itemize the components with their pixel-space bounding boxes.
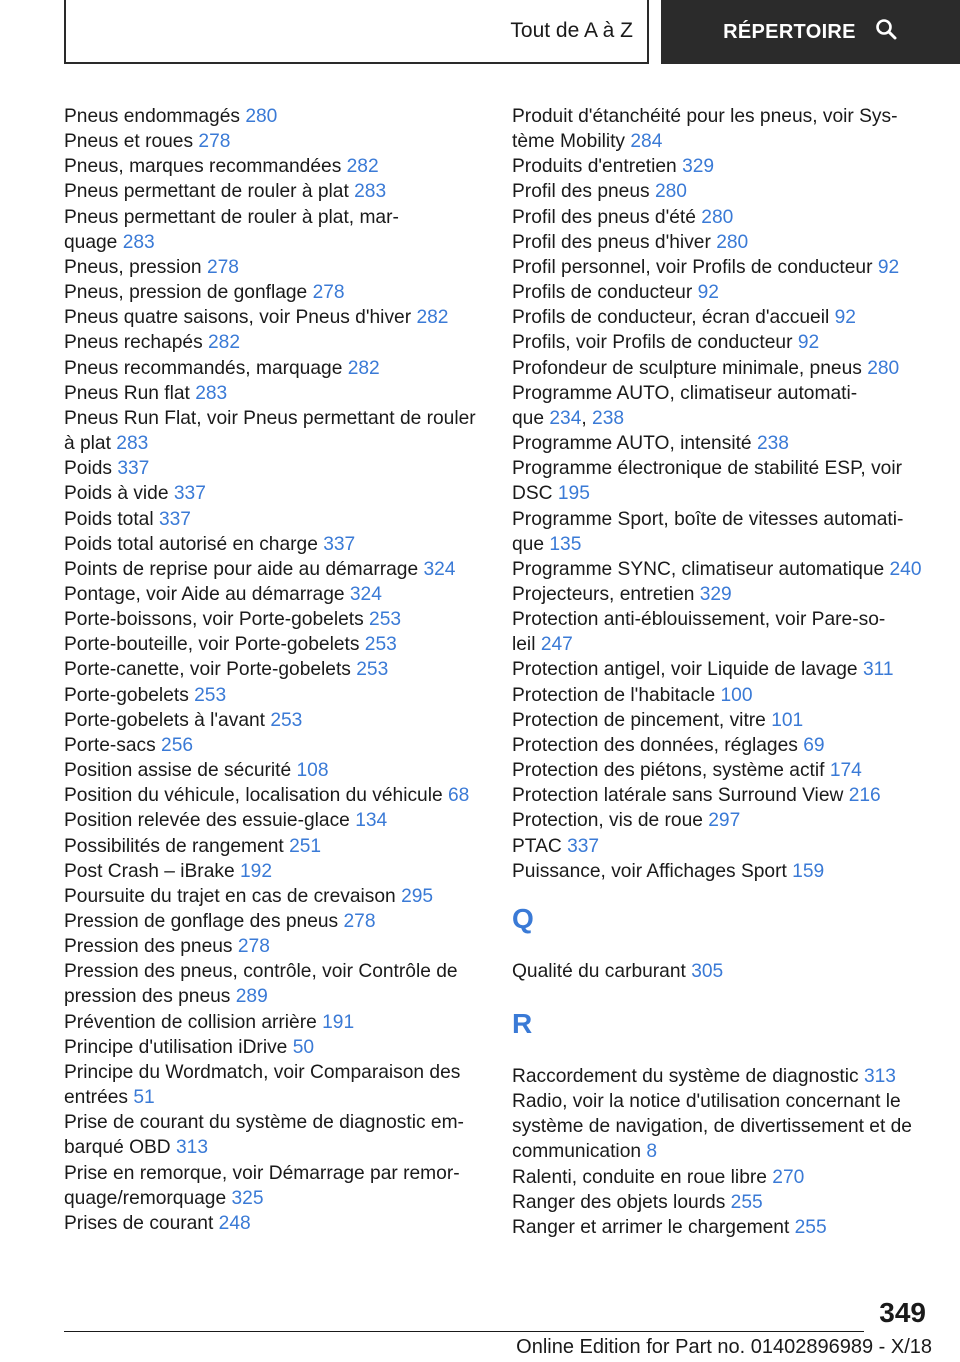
index-entry	[64, 104, 484, 129]
index-entry-text: Prises de courant	[64, 1212, 214, 1234]
index-entry-text: Porte-gobelets à l'avant	[64, 709, 265, 731]
tab-label: RÉPERTOIRE	[723, 20, 856, 43]
index-entry	[512, 255, 932, 280]
index-entry	[64, 959, 484, 984]
index-entry	[512, 129, 932, 154]
index-entry	[512, 959, 932, 984]
index-entry	[64, 1010, 484, 1035]
index-entry-text: barqué OBD	[64, 1137, 171, 1159]
index-entry	[64, 834, 484, 859]
index-entry	[64, 431, 484, 456]
page-reference-link[interactable]: 92	[697, 282, 719, 304]
page-reference-link[interactable]: 313	[863, 1066, 896, 1087]
index-entry	[512, 1089, 932, 1114]
index-entry-text: PTAC	[512, 835, 562, 857]
footer-divider	[64, 1331, 864, 1332]
page-reference-link[interactable]: 280	[701, 206, 734, 228]
index-entry-text: Produit d'étanchéité pour les pneus, voir Sys-	[512, 106, 898, 127]
page-reference-link[interactable]: 278	[206, 256, 239, 278]
index-entry	[64, 1161, 484, 1186]
index-entry-text: Pontage, voir Aide au démarrage	[64, 583, 345, 605]
index-entry-text: Poursuite du trajet en cas de crevaison	[64, 885, 396, 907]
index-entry-text: DSC	[512, 483, 553, 505]
index-entry-text: Principe du Wordmatch, voir Comparaison des	[64, 1061, 461, 1083]
index-entry	[64, 708, 484, 733]
index-entry-text: Profil des pneus d'hiver	[512, 231, 711, 253]
search-icon[interactable]	[874, 17, 898, 47]
index-entry-text: Ranger des objets lourds	[512, 1191, 726, 1213]
page-reference-link[interactable]: 289	[235, 986, 268, 1008]
index-entry-text: Pneus recommandés, marquage	[64, 357, 343, 379]
index-entry-text: quage	[64, 231, 118, 253]
page-reference-link[interactable]: 50	[292, 1036, 315, 1058]
index-entry	[512, 280, 932, 305]
page-reference-link[interactable]: 69	[803, 734, 825, 756]
page-reference-link[interactable]: 337	[323, 533, 356, 555]
page-reference-link[interactable]: 329	[699, 583, 732, 605]
index-entry	[64, 884, 484, 909]
index-entry	[512, 205, 932, 230]
index-entry	[64, 984, 484, 1009]
page-reference-link[interactable]: 216	[848, 785, 881, 807]
index-entry-text: Protection antigel, voir Liquide de lavage	[512, 659, 858, 681]
tab-repertoire[interactable]	[661, 0, 960, 64]
index-entry-text: Position assise de sécurité	[64, 760, 292, 782]
index-entry-text: entrées	[64, 1087, 128, 1109]
index-entry-text: Pneus Run Flat, voir Pneus permettant de rouler	[64, 407, 476, 429]
index-column-left	[64, 104, 484, 1236]
page-reference-link[interactable]: 256	[161, 734, 194, 756]
page-reference-link[interactable]: 297	[708, 810, 741, 832]
index-entry	[512, 481, 932, 506]
index-entry-text: à plat	[64, 433, 111, 455]
index-entry-text: tème Mobility	[512, 131, 626, 153]
page-reference-link[interactable]: 234	[549, 407, 582, 429]
page-reference-link[interactable]: 337	[567, 835, 600, 857]
index-entry	[64, 1060, 484, 1085]
index-entry-text: Points de reprise pour aide au démarrage	[64, 558, 419, 580]
page-reference-link[interactable]: 324	[423, 558, 456, 580]
index-entry-text: Protection des données, réglages	[512, 734, 798, 756]
page-reference-link[interactable]: 253	[356, 659, 389, 681]
page-reference-link[interactable]: 108	[296, 760, 329, 782]
index-entry	[512, 1139, 932, 1164]
index-entry-text: Pneus endommagés	[64, 106, 240, 127]
index-entry	[64, 330, 484, 355]
page-reference-link[interactable]: 280	[716, 231, 749, 253]
page-reference-link[interactable]: 255	[794, 1216, 827, 1238]
index-entry-text: Radio, voir la notice d'utilisation concernant le	[512, 1091, 901, 1113]
index-entry-text: Profil des pneus	[512, 181, 650, 203]
index-entry	[512, 456, 932, 481]
index-entry	[64, 934, 484, 959]
index-entry	[512, 758, 932, 783]
page-reference-link[interactable]: 92	[834, 307, 856, 329]
page-reference-link[interactable]: 51	[133, 1087, 155, 1109]
index-entry	[64, 507, 484, 532]
index-entry-text: Protection anti-éblouissement, voir Pare-so-	[512, 609, 886, 631]
index-entry	[512, 557, 932, 582]
index-entry-text: quage/remorquage	[64, 1187, 227, 1209]
page-reference-link[interactable]: 283	[116, 433, 149, 455]
index-entry-text: Pression des pneus	[64, 936, 233, 958]
index-entry-text: Puissance, voir Affichages Sport	[512, 860, 787, 882]
index-entry	[512, 733, 932, 758]
index-entry-text: Programme électronique de stabilité ESP, voir	[512, 458, 902, 480]
index-entry: que 234, 238	[512, 407, 625, 429]
index-entry-text: Profil personnel, voir Profils de conducteur	[512, 256, 873, 278]
index-entry	[64, 230, 484, 255]
index-entry-text: Profondeur de sculpture minimale, pneus	[512, 357, 862, 379]
page-reference-link[interactable]: 280	[867, 357, 900, 379]
page-reference-link[interactable]: 324	[349, 583, 382, 605]
index-entry	[64, 356, 484, 381]
index-entry-text: Pression des pneus, contrôle, voir Contrôle de	[64, 961, 458, 983]
page-reference-link[interactable]: 311	[862, 659, 894, 681]
index-entry-text: Prise en remorque, voir Démarrage par remor-	[64, 1162, 460, 1184]
page-reference-link[interactable]: 282	[208, 332, 241, 354]
index-entry-text: Protection des piétons, système actif	[512, 760, 825, 782]
index-entry	[64, 406, 484, 431]
index-entry	[512, 1114, 932, 1139]
page-reference-link[interactable]: 305	[691, 960, 724, 982]
page-reference-link[interactable]: 283	[122, 231, 155, 253]
page-reference-link[interactable]: 284	[630, 131, 663, 153]
page-reference-link[interactable]: 92	[797, 332, 820, 354]
index-group-r	[512, 1064, 932, 1240]
index-entry	[512, 683, 932, 708]
index-entry	[512, 356, 932, 381]
page-reference-link[interactable]: 92	[877, 256, 900, 278]
index-entry-text: Possibilités de rangement	[64, 835, 284, 857]
page-reference-link[interactable]: 282	[346, 156, 379, 178]
page-reference-link[interactable]: 135	[549, 533, 582, 555]
index-group-p	[512, 104, 932, 884]
index-entry	[64, 582, 484, 607]
index-entry	[64, 909, 484, 934]
index-entry	[64, 783, 484, 808]
index-entry-text: Protection de pincement, vitre	[512, 709, 766, 731]
index-entry	[512, 1064, 932, 1089]
index-entry-text: leil	[512, 634, 536, 656]
page-reference-link[interactable]: 8	[646, 1141, 658, 1163]
index-entry-text: Porte-gobelets	[64, 684, 189, 706]
index-entry	[512, 632, 932, 657]
index-entry	[64, 1035, 484, 1060]
index-entry	[512, 154, 932, 179]
page-reference-link[interactable]: 251	[289, 835, 322, 857]
index-entry	[64, 381, 484, 406]
index-entry	[512, 305, 932, 330]
index-entry-text: Pneus, pression de gonflage	[64, 282, 308, 304]
index-entry	[64, 255, 484, 280]
page-reference-link[interactable]: 282	[347, 357, 380, 379]
page-reference-link[interactable]: 278	[237, 936, 270, 958]
index-entry-text: Raccordement du système de diagnostic	[512, 1066, 859, 1087]
index-entry	[64, 456, 484, 481]
index-entry-text: Profil des pneus d'été	[512, 206, 696, 228]
page-reference-link[interactable]: 337	[158, 508, 191, 530]
page-reference-link[interactable]: 278	[198, 131, 231, 153]
page-reference-link[interactable]: 247	[540, 634, 573, 656]
index-entry	[64, 1135, 484, 1160]
index-entry-text: Post Crash – iBrake	[64, 860, 235, 882]
index-entry	[64, 657, 484, 682]
index-entry-text: Protection, vis de roue	[512, 810, 703, 832]
page-reference-link[interactable]: 278	[312, 282, 345, 304]
page-reference-link[interactable]: 100	[720, 684, 753, 706]
index-entry-text: Programme AUTO, intensité	[512, 433, 752, 455]
index-group-q	[512, 959, 932, 984]
index-entry-text: système de navigation, de divertissement et de	[512, 1116, 912, 1138]
index-entry	[64, 129, 484, 154]
index-entry	[512, 230, 932, 255]
index-entry-text: Pneus Run flat	[64, 382, 190, 404]
index-entry	[512, 808, 932, 833]
index-entry	[512, 330, 932, 355]
index-entry	[64, 154, 484, 179]
index-entry	[512, 834, 932, 859]
page-reference-link[interactable]: 68	[448, 785, 470, 807]
page-reference-link[interactable]: 248	[218, 1212, 251, 1234]
page-reference-link[interactable]: 101	[771, 709, 804, 731]
index-entry	[64, 1211, 484, 1236]
page-reference-link[interactable]: 278	[343, 911, 376, 932]
page-reference-link[interactable]: 174	[829, 760, 862, 782]
index-entry	[64, 607, 484, 632]
index-entry-text: Qualité du carburant	[512, 960, 686, 982]
index-entry	[512, 532, 932, 557]
index-entry	[512, 431, 932, 456]
index-entry-text: Porte-boissons, voir Porte-gobelets	[64, 609, 364, 631]
index-entry-text: Programme SYNC, climatiseur automatique	[512, 558, 885, 580]
index-entry-text: Poids	[64, 458, 112, 480]
index-entry-text: Projecteurs, entretien	[512, 583, 695, 605]
index-entry-text: Porte-bouteille, voir Porte-gobelets	[64, 634, 360, 656]
page-number: 349	[879, 1297, 926, 1328]
index-entry-text: Poids à vide	[64, 483, 169, 505]
index-entry	[512, 1215, 932, 1240]
page-reference-link[interactable]: 134	[355, 810, 388, 832]
index-entry-text: Profils de conducteur	[512, 282, 693, 304]
index-entry	[512, 859, 932, 884]
index-entry	[512, 657, 932, 682]
index-entry-text: pression des pneus	[64, 986, 231, 1008]
index-entry-text: que	[512, 533, 545, 555]
page-reference-link[interactable]: 159	[792, 860, 825, 882]
index-entry-text: Pression de gonflage des pneus	[64, 911, 339, 932]
index-entry-text: Protection de l'habitacle	[512, 684, 716, 706]
index-entry	[64, 305, 484, 330]
section-title: Tout de A à Z	[510, 19, 633, 42]
index-entry	[64, 179, 484, 204]
page-reference-link[interactable]: 240	[889, 558, 922, 580]
index-entry-text: Position relevée des essuie-glace	[64, 810, 350, 832]
index-entry	[512, 507, 932, 532]
index-entry-text: Pneus permettant de rouler à plat, mar-	[64, 206, 399, 228]
index-entry	[64, 1085, 484, 1110]
index-entry	[512, 1165, 932, 1190]
index-entry-text: Pneus rechapés	[64, 332, 203, 354]
index-entry-text: Poids total	[64, 508, 154, 530]
page-reference-link[interactable]: 238	[756, 433, 789, 455]
index-entry-text: Pneus quatre saisons, voir Pneus d'hiver	[64, 307, 412, 329]
index-entry	[64, 205, 484, 230]
page-reference-link[interactable]: 295	[401, 885, 434, 907]
index-entry	[64, 758, 484, 783]
index-entry-text: que	[512, 407, 545, 429]
index-entry-text: Position du véhicule, localisation du véhicule	[64, 785, 443, 807]
index-letter-q: Q	[512, 902, 534, 934]
index-entry-text: Protection latérale sans Surround View	[512, 785, 844, 807]
index-entry	[64, 733, 484, 758]
index-entry	[512, 179, 932, 204]
index-entry	[64, 683, 484, 708]
page-reference-link[interactable]: 238	[592, 407, 625, 429]
header-section-title-box	[64, 0, 649, 64]
index-entry-text: Principe d'utilisation iDrive	[64, 1036, 288, 1058]
index-entry	[512, 708, 932, 733]
index-entry-text: Poids total autorisé en charge	[64, 533, 318, 555]
page-reference-link[interactable]: 283	[195, 382, 228, 404]
page-reference-link[interactable]: 253	[364, 634, 397, 656]
index-entry-text: Profils, voir Profils de conducteur	[512, 332, 793, 354]
page-reference-link[interactable]: 282	[416, 307, 449, 329]
index-entry	[512, 783, 932, 808]
index-entry-text: Pneus, pression	[64, 256, 202, 278]
index-entry-text: Produits d'entretien	[512, 156, 677, 178]
page-reference-link[interactable]: 253	[369, 609, 402, 631]
index-entry	[64, 808, 484, 833]
index-entry	[512, 582, 932, 607]
page-reference-link[interactable]: 329	[682, 156, 715, 178]
index-entry-text: Porte-sacs	[64, 734, 156, 756]
page-reference-link[interactable]: 283	[354, 181, 387, 203]
page-reference-link[interactable]: 253	[194, 684, 227, 706]
page-reference-link[interactable]: 255	[730, 1191, 763, 1213]
page-reference-link[interactable]: 195	[557, 483, 590, 505]
index-entry-text: Programme Sport, boîte de vitesses automati-	[512, 508, 904, 530]
index-entry-text: communication	[512, 1141, 642, 1163]
index-entry-text: Programme AUTO, climatiseur automati-	[512, 382, 858, 404]
page-reference-link[interactable]: 280	[654, 181, 687, 203]
index-entry	[64, 557, 484, 582]
index-entry-text: Prise de courant du système de diagnostic em-	[64, 1112, 464, 1134]
index-entry	[64, 632, 484, 657]
index-entry	[64, 1110, 484, 1135]
index-entry-text: Ralenti, conduite en roue libre	[512, 1166, 767, 1188]
index-entry	[64, 1186, 484, 1211]
index-entry	[64, 532, 484, 557]
page-reference-link[interactable]: 280	[245, 106, 278, 127]
index-entry	[512, 104, 932, 129]
index-entry	[512, 607, 932, 632]
index-entry-text: Pneus permettant de rouler à plat	[64, 181, 349, 203]
index-entry	[512, 381, 932, 406]
index-letter-r: R	[512, 1008, 533, 1039]
page-reference-link[interactable]: 337	[173, 483, 206, 505]
index-entry-text: Pneus et roues	[64, 131, 194, 153]
page-reference-link[interactable]: 337	[117, 458, 150, 480]
index-entry	[512, 1190, 932, 1215]
page-reference-link[interactable]: 191	[322, 1011, 355, 1033]
index-entry	[64, 280, 484, 305]
index-entry-text: Ranger et arrimer le chargement	[512, 1216, 790, 1238]
index-entry-text: Porte-canette, voir Porte-gobelets	[64, 659, 351, 681]
page-reference-link[interactable]: 253	[270, 709, 303, 731]
page-reference-link[interactable]: 313	[176, 1137, 209, 1159]
index-entry-text: Prévention de collision arrière	[64, 1011, 317, 1033]
page-reference-link[interactable]: 270	[772, 1166, 805, 1188]
footer-edition-text: Online Edition for Part no. 01402896989 - X/18	[516, 1336, 932, 1358]
page-reference-link[interactable]: 325	[231, 1187, 264, 1209]
index-entry	[64, 481, 484, 506]
page-reference-link[interactable]: 192	[239, 860, 272, 882]
index-entry-text: Pneus, marques recommandées	[64, 156, 342, 178]
index-entry	[64, 859, 484, 884]
index-entry-text: Profils de conducteur, écran d'accueil	[512, 307, 830, 329]
index-column-right	[512, 104, 932, 1240]
